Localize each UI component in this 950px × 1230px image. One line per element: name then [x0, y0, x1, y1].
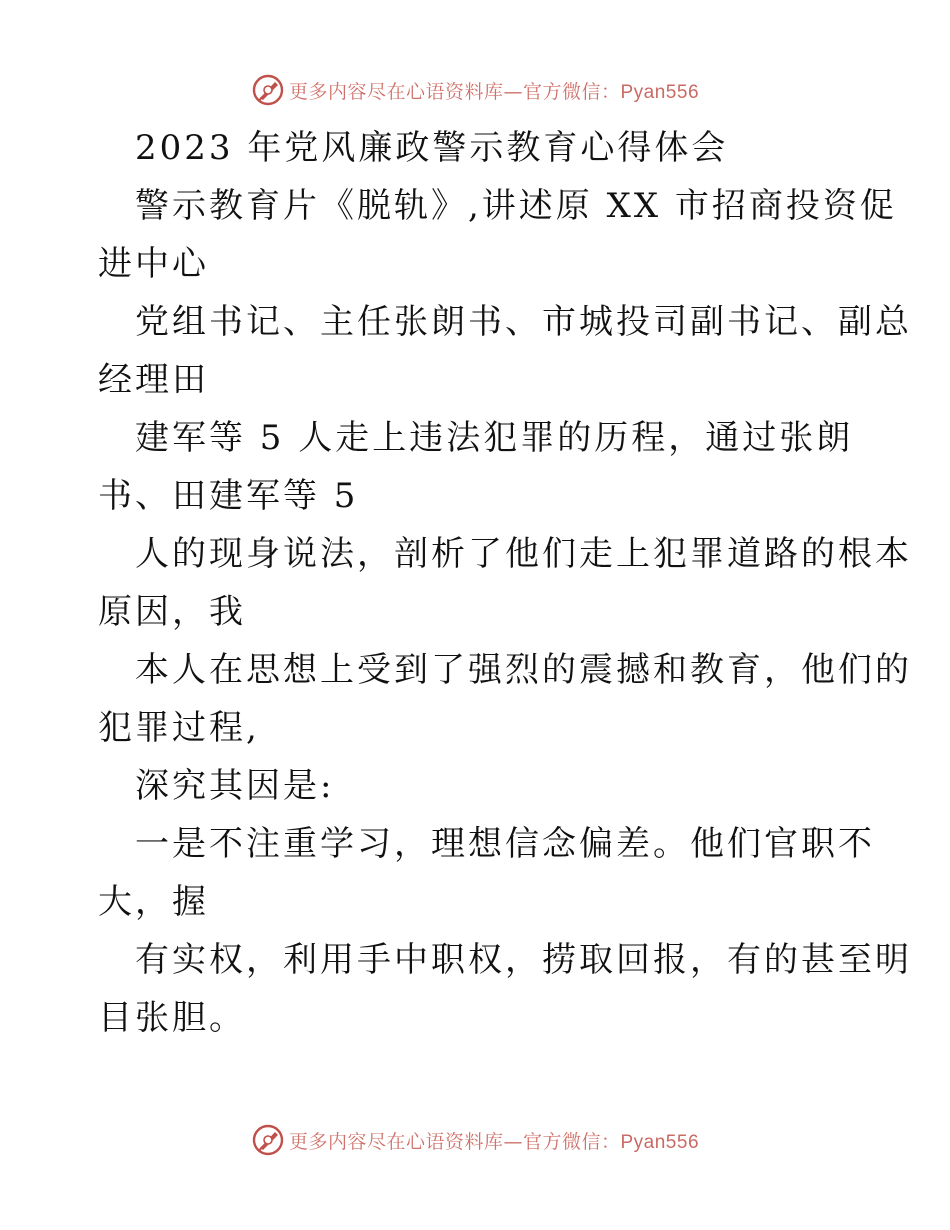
paragraph-line: 一是不注重学习，理想信念偏差。他们官职不: [135, 824, 875, 864]
paragraph-line: 人的现身说法，剖析了他们走上犯罪道路的根本: [135, 534, 912, 574]
paragraph-line: 深究其因是:: [135, 766, 335, 806]
paragraph-line: 犯罪过程,: [98, 708, 260, 748]
paragraph-line: 书、田建军等 5: [98, 476, 359, 516]
paragraph-line: 进中心: [98, 244, 209, 284]
footer-watermark: [0, 1122, 950, 1158]
paragraph-line: 党组书记、主任张朗书、市城投司副书记、副总: [135, 302, 912, 342]
quill-pen-logo-icon: [251, 73, 285, 107]
document-title: 2023 年党风廉政警示教育心得体会: [135, 128, 729, 168]
paragraph-line: 有实权，利用手中职权，捞取回报，有的甚至明: [135, 940, 912, 980]
watermark-handle: Pyan556: [620, 81, 700, 103]
watermark-text: 更多内容尽在心语资料库—官方微信：Pyan556: [288, 1130, 700, 1153]
quill-pen-logo-icon: [251, 1123, 285, 1157]
paragraph-line: 大，握: [98, 882, 209, 922]
paragraph-line: 警示教育片《脱轨》,讲述原 XX 市招商投资促: [135, 186, 897, 226]
watermark-text: 更多内容尽在心语资料库—官方微信：Pyan556: [288, 80, 700, 103]
paragraph-line: 原因，我: [98, 592, 246, 632]
paragraph-line: 经理田: [98, 360, 209, 400]
watermark-handle: Pyan556: [620, 1131, 700, 1153]
paragraph-line: 建军等 5 人走上违法犯罪的历程，通过张朗: [135, 418, 854, 458]
header-watermark: [0, 72, 950, 108]
paragraph-line: 本人在思想上受到了强烈的震撼和教育，他们的: [135, 650, 912, 690]
paragraph-line: 目张胆。: [98, 998, 246, 1038]
